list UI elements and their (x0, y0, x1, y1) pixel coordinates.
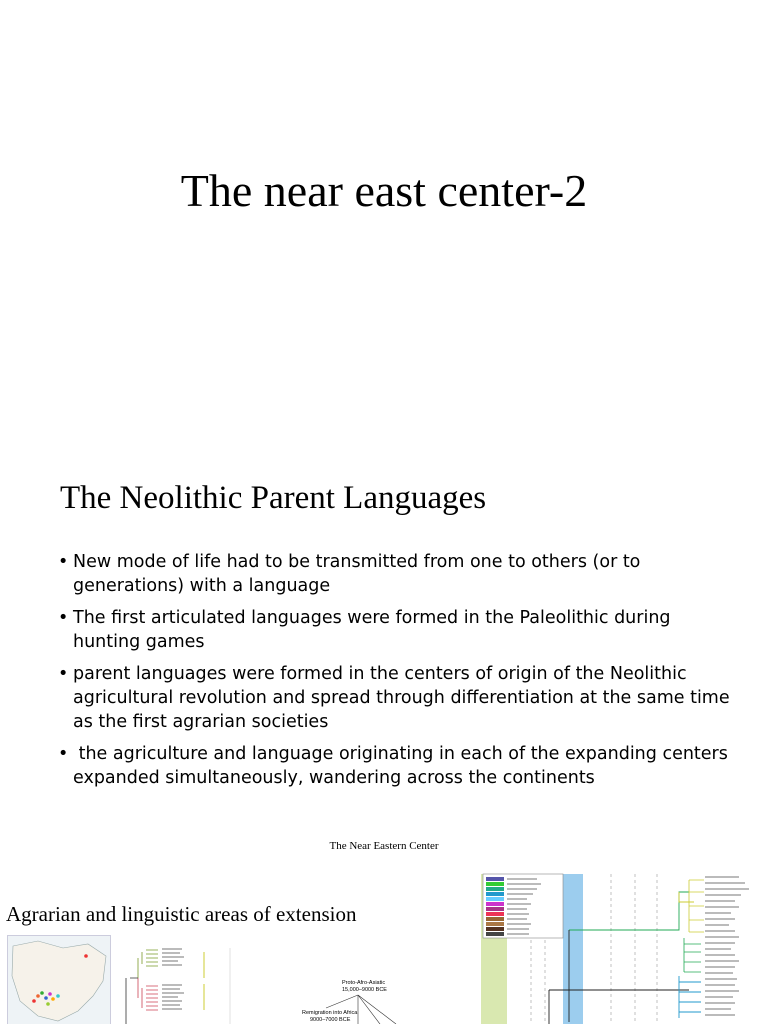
slide-heading: The Neolithic Parent Languages (60, 480, 487, 516)
slide-title-heading: The near east center-2 (180, 165, 588, 216)
bullet-marker: • (58, 664, 69, 684)
tree-label: Proto-Afro-Asiatic (342, 980, 386, 986)
figure-subtitle: Agrarian and linguistic areas of extension (6, 902, 357, 926)
map-image (7, 935, 111, 1024)
bullet-marker: • (58, 608, 69, 628)
proto-afro-asiatic-tree (296, 972, 406, 1024)
bullet-text: the agriculture and language originating in each of the expanding centers expanded simultaneously, wandering across the continents (73, 744, 734, 788)
slide-title (0, 0, 768, 448)
slide-near-eastern-center (0, 814, 768, 1024)
bullet-item (58, 742, 738, 790)
map-graphic (8, 936, 110, 1024)
bullet-marker: • (58, 744, 69, 764)
bullet-text: parent languages were formed in the centers of origin of the Neolithic agricultural revolution and spread through differentiation at the same time as the first agrarian societies (73, 664, 730, 732)
bullet-list (58, 550, 738, 798)
cladogram-figure (118, 938, 258, 1024)
tree-label: 15,000–9000 BCE (342, 987, 387, 993)
tree-label: Remigration into Africa (302, 1010, 358, 1016)
phylogeny-graphic (479, 872, 768, 1024)
tree-lines (296, 972, 406, 1024)
phylogeny-figure (479, 872, 768, 1024)
cladogram-graphic (118, 938, 258, 1024)
bullet-item (58, 550, 738, 598)
bullet-text: The first articulated languages were formed in the Paleolithic during hunting games (73, 608, 671, 652)
bullet-item (58, 662, 738, 734)
slide-caption: The Near Eastern Center (329, 840, 439, 852)
bullet-text: New mode of life had to be transmitted from one to others (or to generations) with a language (73, 552, 641, 596)
bullet-marker: • (58, 552, 69, 572)
bullet-item (58, 606, 738, 654)
slide-neolithic-languages (0, 448, 768, 814)
tree-label: 9000–7000 BCE (310, 1017, 351, 1023)
